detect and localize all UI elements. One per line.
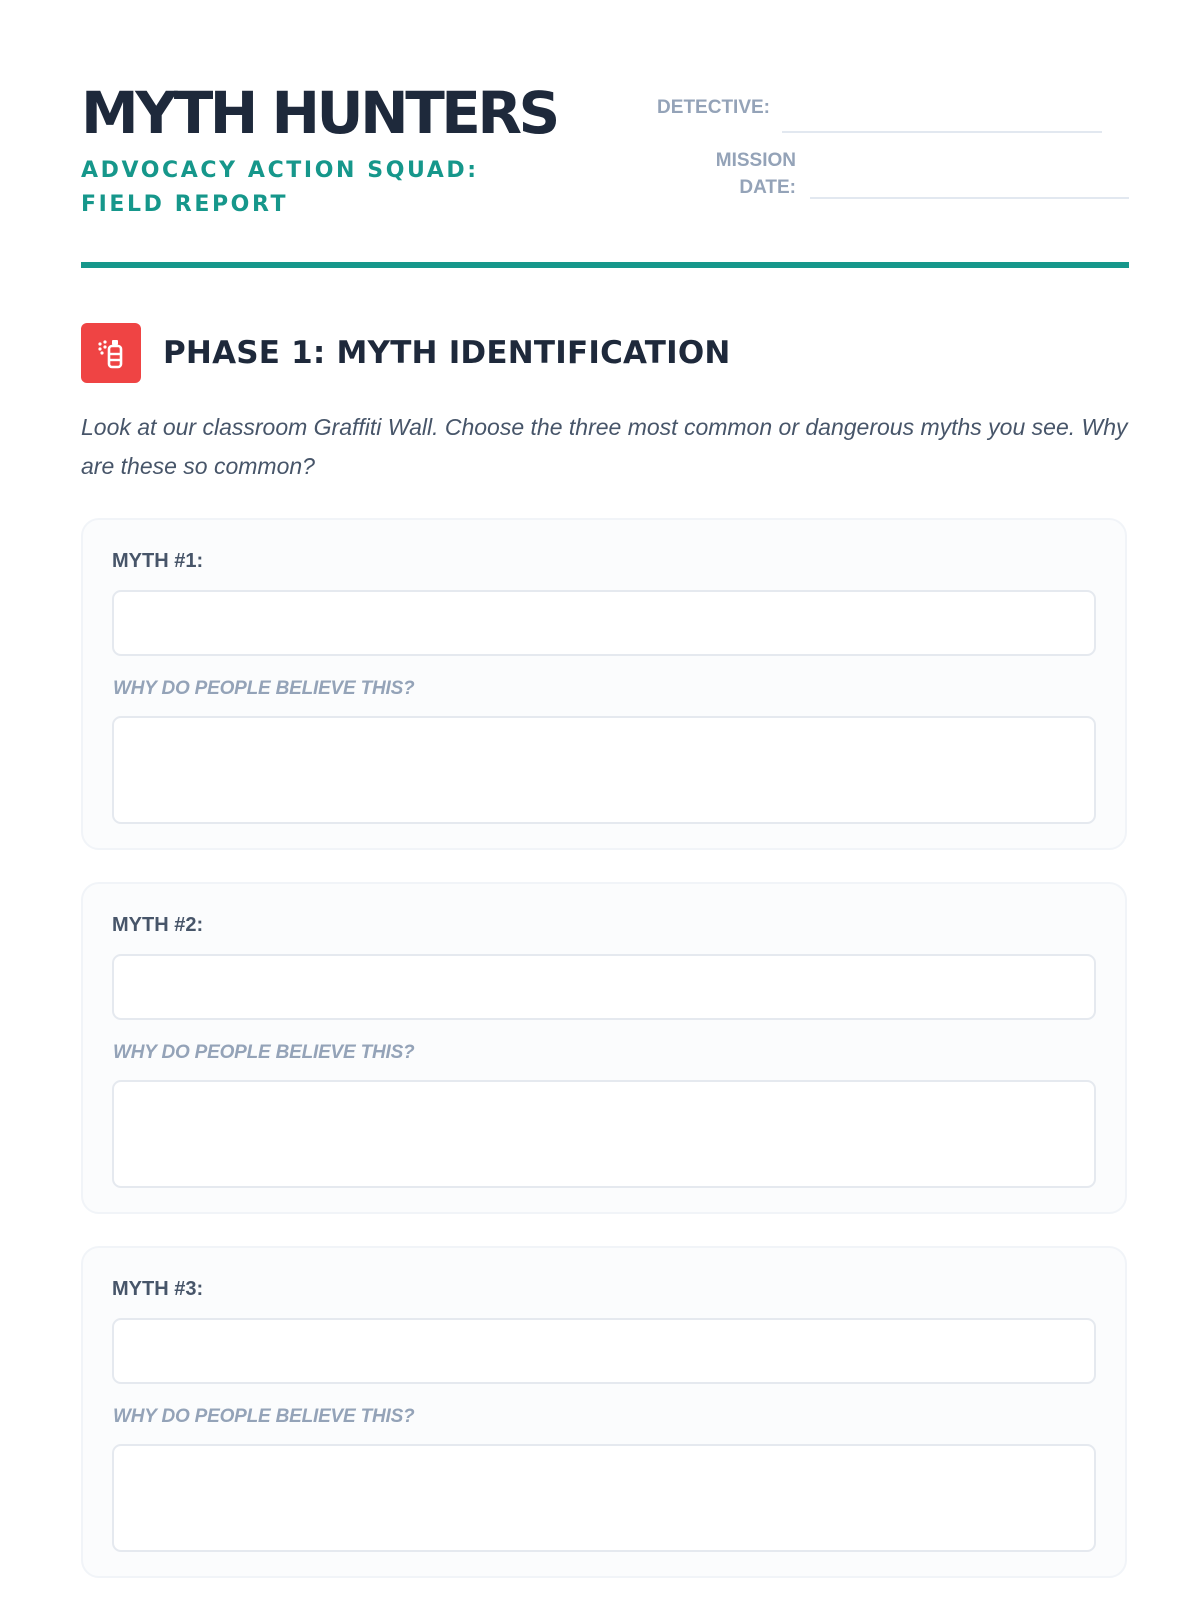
myth-answer-field[interactable] <box>112 1318 1096 1384</box>
phase-instructions: Look at our classroom Graffiti Wall. Choose the three most common or dangerous myths you see. Why are these so common? <box>81 414 1128 479</box>
why-believe-label: WHY DO PEOPLE BELIEVE THIS? <box>113 1406 415 1427</box>
myth-label: MYTH #1: <box>112 550 204 572</box>
page-subtitle: ADVOCACY ACTION SQUAD: FIELD REPORT <box>81 158 479 217</box>
myth-card-2 <box>81 882 1127 1214</box>
mission-date-field[interactable] <box>810 197 1129 199</box>
spray-can-icon <box>81 323 141 383</box>
page-title: MYTH HUNTERS <box>81 79 557 147</box>
why-believe-label: WHY DO PEOPLE BELIEVE THIS? <box>113 678 415 699</box>
why-believe-field[interactable] <box>112 1080 1096 1188</box>
phase-title: PHASE 1: MYTH IDENTIFICATION <box>163 335 731 371</box>
myth-card-3 <box>81 1246 1127 1578</box>
mission-date-label-line2: DATE: <box>739 177 796 198</box>
mission-date-label-line1: MISSION <box>715 150 796 171</box>
myth-answer-field[interactable] <box>112 590 1096 656</box>
why-believe-field[interactable] <box>112 716 1096 824</box>
why-believe-field[interactable] <box>112 1444 1096 1552</box>
myth-answer-field[interactable] <box>112 954 1096 1020</box>
myth-label: MYTH #3: <box>112 1278 204 1300</box>
myth-label: MYTH #2: <box>112 914 204 936</box>
why-believe-label: WHY DO PEOPLE BELIEVE THIS? <box>113 1042 415 1063</box>
detective-label: DETECTIVE: <box>657 97 770 118</box>
header-divider <box>81 262 1129 268</box>
detective-field[interactable] <box>782 131 1102 133</box>
myth-card-1 <box>81 518 1127 850</box>
